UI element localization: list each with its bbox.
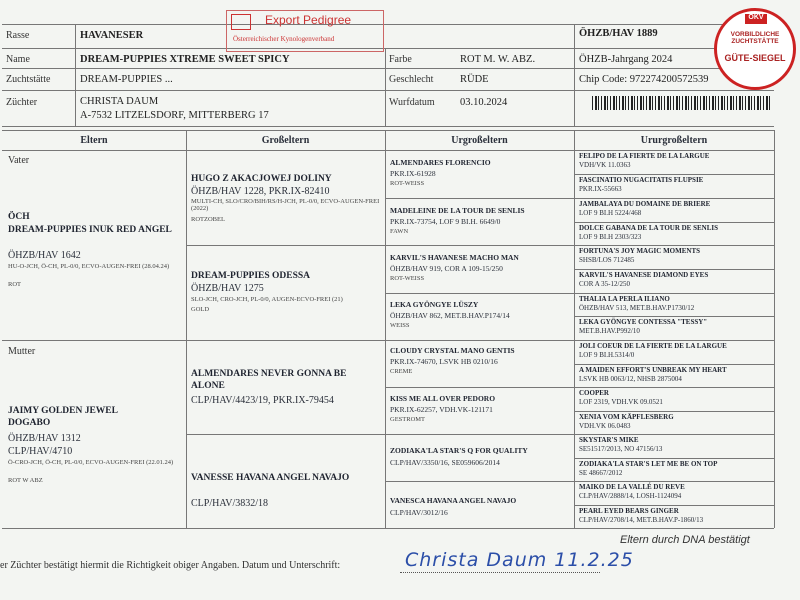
rule xyxy=(2,48,774,49)
ggp-reg: ÖHZB/HAV 862, MET.B.HAV.P174/14 xyxy=(390,311,510,320)
rule xyxy=(2,126,774,127)
mutter-label: Mutter xyxy=(8,346,36,357)
rule xyxy=(186,245,774,246)
rule xyxy=(385,48,386,126)
jahrgang: ÖHZB-Jahrgang 2024 xyxy=(579,54,673,65)
seal-bottom: GÜTE-SIEGEL xyxy=(724,53,786,63)
gggp-reg: SE51517/2013, NO 47156/13 xyxy=(579,445,663,453)
registration-number: ÖHZB/HAV 1889 xyxy=(579,28,658,39)
gggp-reg: LOF 9 BI.H 5224/468 xyxy=(579,209,642,217)
ggp-name: MADELEINE DE LA TOUR DE SENLIS xyxy=(390,206,525,215)
rule xyxy=(2,24,774,25)
dam-reg2: CLP/HAV/4710 xyxy=(8,446,73,457)
rule xyxy=(2,528,774,529)
gggp-reg: VDH/VK 11.0363 xyxy=(579,161,631,169)
farbe-value: ROT M. W. ABZ. xyxy=(460,54,536,65)
gggp-name: SKYSTAR'S MIKE xyxy=(579,436,639,444)
gp-titles: SLO-JCH, CRO-JCH, PL-0/0, AUGEN-ECVO-FREI (21) xyxy=(191,296,343,303)
gp-name: HUGO Z AKACJOWEJ DOLINY xyxy=(191,174,332,184)
gp-reg: CLP/HAV/4423/19, PKR.IX-79454 xyxy=(191,395,334,406)
gggp-name: XENIA VOM KÄPFLESBERG xyxy=(579,413,674,421)
gggp-reg: SE 48667/2012 xyxy=(579,469,623,477)
wurfdatum-value: 03.10.2024 xyxy=(460,97,508,108)
ggp-name: KISS ME ALL OVER PEDORO xyxy=(390,394,496,403)
gggp-name: DOLCE GABANA DE LA TOUR DE SENLIS xyxy=(579,224,719,232)
ggp-reg: PKR.IX-61928 xyxy=(390,169,436,178)
rule xyxy=(186,130,187,528)
rule xyxy=(574,222,774,223)
gggp-name: THALIA LA PERLA ILIANO xyxy=(579,295,670,303)
export-org: Österreichischer Kynologenverband xyxy=(233,35,335,43)
vater-label: Vater xyxy=(8,155,30,166)
rule xyxy=(574,130,575,528)
gggp-reg: LOF 2319, VDH.VK 09.0521 xyxy=(579,398,663,406)
zuechter-label: Züchter xyxy=(6,97,38,108)
ggp-reg: CLP/HAV/3012/16 xyxy=(390,508,448,517)
gggp-name: KARVIL'S HAVANESE DIAMOND EYES xyxy=(579,271,709,279)
ggp-reg: ÖHZB/HAV 919, COR A 109-15/250 xyxy=(390,264,503,273)
chip-code: Chip Code: 972274200572539 xyxy=(579,74,709,85)
gggp-name: FORTUNA'S JOY MAGIC MOMENTS xyxy=(579,247,701,255)
sire-title: ÖCH xyxy=(8,212,30,222)
rule xyxy=(574,174,774,175)
gp-reg: ÖHZB/HAV 1228, PKR.IX-82410 xyxy=(191,186,330,197)
rasse-value: HAVANESER xyxy=(80,30,144,41)
ggp-color: ROT-WEISS xyxy=(390,180,425,187)
ggp-name: CLOUDY CRYSTAL MANO GENTIS xyxy=(390,346,515,355)
geschlecht-label: Geschlecht xyxy=(389,74,434,85)
gggp-name: JOLI COEUR DE LA FIERTE DE LA LARGUE xyxy=(579,342,727,350)
rule xyxy=(574,24,575,126)
gggp-name: LEKA GYÖNGYE CONTESSA "TESSY" xyxy=(579,318,708,326)
gp-reg: ÖHZB/HAV 1275 xyxy=(191,283,264,294)
rule xyxy=(574,411,774,412)
rule xyxy=(75,24,76,126)
rule xyxy=(574,505,774,506)
sire-name: DREAM-PUPPIES INUK RED ANGEL xyxy=(8,225,172,235)
gp-color: GOLD xyxy=(191,306,210,313)
stamp-emblem-icon xyxy=(231,14,251,30)
gggp-name: A MAIDEN EFFORT'S UNBREAK MY HEART xyxy=(579,366,727,374)
rasse-label: Rasse xyxy=(6,30,30,41)
rule xyxy=(385,293,774,294)
ggp-reg: PKR.IX-73754, LOF 9 BI.H. 6649/0 xyxy=(390,217,501,226)
signature-line xyxy=(400,572,600,574)
name-value: DREAM-PUPPIES XTREME SWEET SPICY xyxy=(80,54,290,65)
rule xyxy=(574,364,774,365)
gggp-reg: LOF 9 BI.H.5314/0 xyxy=(579,351,635,359)
gggp-name: COOPER xyxy=(579,389,609,397)
seal-mid: VORBILDLICHE ZUCHTSTÄTTE xyxy=(730,31,780,45)
rule xyxy=(774,130,775,528)
gggp-reg: SHSB/LOS 712485 xyxy=(579,256,635,264)
gggp-reg: LOF 9 BI.H 2303/323 xyxy=(579,233,642,241)
rule xyxy=(574,316,774,317)
ggp-name: VANESCA HAVANA ANGEL NAVAJO xyxy=(390,496,517,505)
gp-name: VANESSE HAVANA ANGEL NAVAJO xyxy=(191,473,350,483)
dam-reg1: ÖHZB/HAV 1312 xyxy=(8,433,81,444)
col-eltern: Eltern xyxy=(80,135,108,146)
gggp-name: JAMBALAYA DU DOMAINE DE BRIERE xyxy=(579,200,711,208)
dam-name: JAIMY GOLDEN JEWEL DOGABO xyxy=(8,406,118,428)
rule xyxy=(574,458,774,459)
rule xyxy=(2,68,774,69)
gggp-name: PEARL EYED BEARS GINGER xyxy=(579,507,679,515)
gggp-reg: CLP/HAV/2708/14, MET.B.HAV.P-1860/13 xyxy=(579,516,704,524)
rule xyxy=(385,481,774,482)
gggp-reg: MET.B.HAV.P992/10 xyxy=(579,327,640,335)
rule xyxy=(385,387,774,388)
gggp-name: ZODIAKA'LA STAR'S LET ME BE ON TOP xyxy=(579,460,718,468)
rule xyxy=(186,434,774,435)
dam-titles: Ö-CRO-JCH, Ö-CH, PL-0/0, ECVO-AUGEN-FREI (22.01.24) xyxy=(8,459,174,466)
ggp-color: FAWN xyxy=(390,228,409,235)
gp-titles: MULTI-CH, SLO/CRO/BIH/RS/H-JCH, PL-0/0, ECVO-AUGEN-FREI (2022) xyxy=(191,198,380,212)
gp-name: DREAM-PUPPIES ODESSA xyxy=(191,271,311,281)
ggp-name: ALMENDARES FLORENCIO xyxy=(390,158,491,167)
farbe-label: Farbe xyxy=(389,54,412,65)
gggp-reg: PKR.IX-55663 xyxy=(579,185,622,193)
seal-top: ÖKV xyxy=(745,14,767,24)
name-label: Name xyxy=(6,54,30,65)
ggp-name: KARVIL'S HAVANESE MACHO MAN xyxy=(390,253,519,262)
gggp-name: MAIKO DE LA VALLÉ DU REVE xyxy=(579,483,685,491)
gggp-reg: ÖHZB/HAV 513, MET.B.HAV.P1730/12 xyxy=(579,304,695,312)
zuchtstaette-value: DREAM-PUPPIES ... xyxy=(80,74,173,85)
ggp-reg: CLP/HAV/3350/16, SE059606/2014 xyxy=(390,458,500,467)
dna-confirmation: Eltern durch DNA bestätigt xyxy=(620,534,750,546)
sire-reg: ÖHZB/HAV 1642 xyxy=(8,250,81,261)
ggp-reg: PKR.IX-62257, VDH.VK-121171 xyxy=(390,405,493,414)
rule xyxy=(2,340,774,341)
gp-color: ROTZOBEL xyxy=(191,216,225,223)
ggp-color: WEISS xyxy=(390,322,410,329)
ggp-color: CREME xyxy=(390,368,413,375)
ggp-color: GESTROMT xyxy=(390,416,426,423)
gggp-name: FASCINATIO NUGACITATIS FLUPSIE xyxy=(579,176,704,184)
gggp-reg: CLP/HAV/2888/14, LOSH-1124094 xyxy=(579,492,682,500)
rule xyxy=(574,269,774,270)
gp-reg: CLP/HAV/3832/18 xyxy=(191,498,269,509)
ggp-reg: PKR.IX-74670, LSVK HB 0210/16 xyxy=(390,357,498,366)
col-ururgrosseltern: Ururgroßeltern xyxy=(640,135,708,146)
geschlecht-value: RÜDE xyxy=(460,74,489,85)
export-title: Export Pedigree xyxy=(265,13,352,27)
zuechter-address: A-7532 LITZELSDORF, MITTERBERG 17 xyxy=(80,110,269,121)
gggp-reg: VDH.VK 06.0483 xyxy=(579,422,631,430)
gggp-reg: COR A 35-12/250 xyxy=(579,280,630,288)
barcode xyxy=(592,96,770,110)
ggp-name: LEKA GYÖNGYE LÜSZY xyxy=(390,300,479,309)
col-urgrosseltern: Urgroßeltern xyxy=(451,135,508,146)
zuchtstaette-label: Zuchtstätte xyxy=(6,74,51,85)
gggp-name: FELIPO DE LA FIERTE DE LA LARGUE xyxy=(579,152,710,160)
dam-color: ROT W ABZ xyxy=(8,477,43,484)
zuechter-name: CHRISTA DAUM xyxy=(80,96,159,107)
rule xyxy=(2,150,774,151)
ggp-name: ZODIAKA'LA STAR'S Q FOR QUALITY xyxy=(390,446,528,455)
export-pedigree-stamp xyxy=(226,10,384,52)
wurfdatum-label: Wurfdatum xyxy=(389,97,435,108)
rule xyxy=(385,130,386,528)
rule xyxy=(2,90,774,91)
sire-color: ROT xyxy=(8,281,21,288)
footer-statement: er Züchter bestätigt hiermit die Richtigkeit obiger Angaben. Datum und Unterschrift: xyxy=(0,560,341,571)
rule xyxy=(385,198,774,199)
sire-titles: HU-O-JCH, Ö-CH, PL-0/0, ECVO-AUGEN-FREI (28.04.24) xyxy=(8,263,170,270)
signature: Christa Daum 11.2.25 xyxy=(405,549,634,571)
col-grosseltern: Großeltern xyxy=(261,135,310,146)
rule xyxy=(2,130,774,131)
ggp-color: ROT-WEISS xyxy=(390,275,425,282)
quality-seal xyxy=(714,8,796,90)
gp-name: ALMENDARES NEVER GONNA BE ALONE xyxy=(191,369,347,391)
gggp-reg: LSVK HB 0063/12, NHSB 2875004 xyxy=(579,375,682,383)
